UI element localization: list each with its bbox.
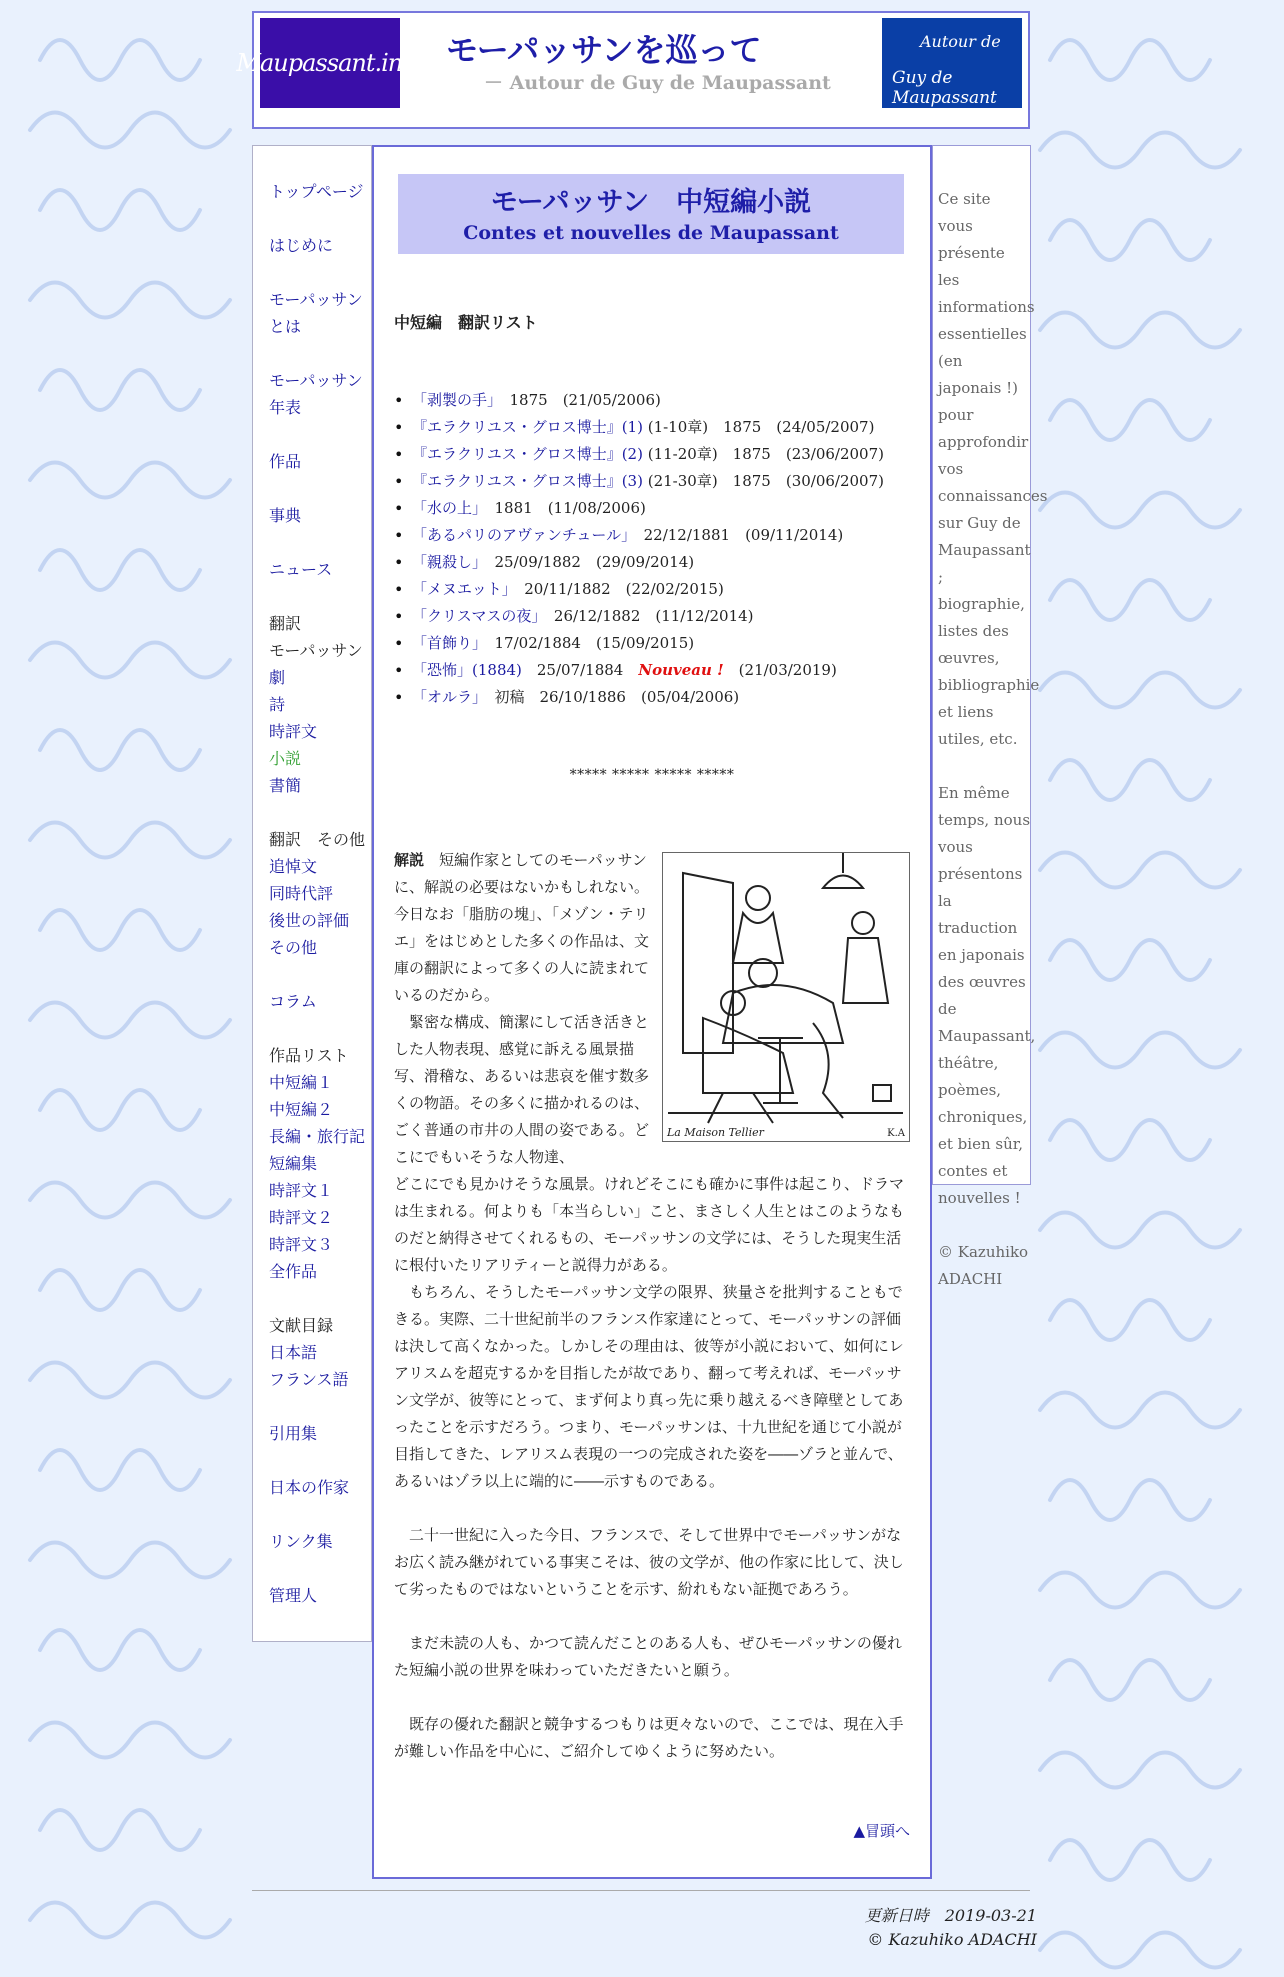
nav-biblio-japanese[interactable]: 日本語 [269,1343,318,1362]
work-link[interactable]: 「剥製の手」 [412,391,495,409]
explanation-paragraph-2b: どこにでも見かけそうな風景。けれどそこにも確かに事件は起こり、ドラマは生まれる。何よりも「本当らしい」こと、まさしく人生とはこのようなものだと納得させてくれるもの、モーパッサンの文学には、そうした現実生活に根付いたリアリティーと説得力がある。 [394,1175,905,1274]
nav-chronicle-2[interactable]: 時評文２ [269,1208,334,1227]
work-info: 26/12/1882 (11/12/2014) [538,607,754,625]
work-info: (11-20章) 1875 (23/06/2007) [642,445,885,463]
site-title: モーパッサンを巡って [446,31,762,69]
nav-news[interactable]: ニュース [269,560,333,579]
nav-bibliography-heading: 文献目録 [269,1316,334,1335]
nav-admin[interactable]: 管理人 [269,1586,318,1605]
explanation-paragraph-3: もちろん、そうしたモーパッサン文学の限界、狭量さを批判することもできる。実際、二十世紀前半のフランス作家達にとって、モーパッサンの評価は決して高くなかった。しかしその理由は、彼等が小説において、如何にレアリスムを超克するかを目指したが故であり、翻って考えれば、モーパッサン文学が、彼等にとって、まず何より真っ先に乗り越えるべき障壁としてあったことを示すだろう。つまり、モーパッサンは、十九世紀を通じて小説が目指してきた、レアリスム表現の一つの完成された姿を――ゾラと並んで、あるいはゾラ以上に端的に――示すものである。 [394,1283,904,1490]
back-to-top-link[interactable]: ▲冒頭へ [853,1822,910,1840]
nav-dictionary[interactable]: 事典 [269,506,302,525]
french-intro-copyright: © Kazuhiko ADACHI [938,1243,1029,1288]
list-item [394,603,884,630]
explanation-paragraph-4: 二十一世紀に入った今日、フランスで、そして世界中でモーパッサンがなお広く読み継がれている事実こそは、彼の文学が、他の作家に比して、決して劣ったものではないということを示す、紛れもない証拠であろう。 [394,1526,904,1598]
nav-nouvelles-2[interactable]: 中短編２ [269,1100,334,1119]
nav-novels-current: 小説 [269,749,302,768]
nav-translation-heading: 翻訳 [269,614,302,633]
work-link[interactable]: 『エラクリユス・グロス博士』(1) [412,418,643,436]
work-link[interactable]: 『エラクリユス・グロス博士』(2) [412,445,643,463]
work-link[interactable]: 「恐怖」(1884) [412,661,522,679]
signature-logo-line2: Guy de Maupassant [892,68,997,108]
work-info: (1-10章) 1875 (24/05/2007) [642,418,875,436]
site-header [236,11,1030,129]
list-item [394,684,884,711]
list-item [394,630,884,657]
work-info: 初稿 26/10/1886 (05/04/2006) [479,688,740,706]
nav-nouvelles-1[interactable]: 中短編１ [269,1073,334,1092]
work-info: 25/09/1882 (29/09/2014) [479,553,695,571]
footer-divider [252,1890,1030,1891]
illustration-maison-tellier [662,852,910,1142]
work-link[interactable]: 「首飾り」 [412,634,480,652]
separator-stars: ***** ***** ***** ***** [569,767,735,783]
main-content [372,145,932,1879]
nav-about-line1[interactable]: モーパッサン [269,290,363,309]
translation-list [394,387,884,711]
explanation-paragraph-1 [394,847,652,1009]
explanation-paragraph-2a: 緊密な構成、簡潔にして活き活きとした人物表現、感覚に訴える風景描写、滑稽な、あるいは悲哀を催す数多くの物語。その多くに描かれるのは、ごく普通の市井の人間の姿である。どこにでもいそうな人物達、 [394,1013,650,1166]
nav-eulogies[interactable]: 追悼文 [269,857,318,876]
nav-chronicle-3[interactable]: 時評文３ [269,1235,334,1254]
work-info: 17/02/1884 (15/09/2015) [479,634,695,652]
work-info: (21-30章) 1875 (30/06/2007) [642,472,885,490]
nav-quotes[interactable]: 引用集 [269,1424,318,1443]
nav-novels-travel[interactable]: 長編・旅行記 [269,1127,366,1146]
signature-logo-line1: Autour de [920,32,1001,51]
nav-worklist-heading: 作品リスト [269,1046,349,1065]
list-item [394,657,884,684]
list-item [394,468,884,495]
list-item [394,414,884,441]
work-info: 22/12/1881 (09/11/2014) [628,526,844,544]
nav-chronology-line1[interactable]: モーパッサン [269,371,363,390]
nav-collections[interactable]: 短編集 [269,1154,318,1173]
work-link[interactable]: 『エラクリユス・グロス博士』(3) [412,472,643,490]
list-item [394,495,884,522]
footer-copyright: © Kazuhiko ADACHI [867,1930,1037,1949]
work-link[interactable]: 「あるパリのアヴァンチュール」 [412,526,629,544]
work-info: 1875 (21/05/2006) [494,391,661,409]
work-date: (21/03/2019) [723,661,837,679]
page-subtitle: Contes et nouvelles de Maupassant [463,222,839,244]
nav-other-translation-heading: 翻訳 その他 [269,830,366,849]
list-item [394,441,884,468]
list-item [394,576,884,603]
nav-poems[interactable]: 詩 [269,695,286,714]
nav-biblio-french[interactable]: フランス語 [269,1370,349,1389]
nav-works[interactable]: 作品 [269,452,302,471]
explanation-label: 解説 [394,851,425,869]
work-link[interactable]: 「オルラ」 [412,688,480,706]
nav-top-page[interactable]: トップページ [269,182,364,201]
nav-later-reviews[interactable]: 後世の評価 [269,911,350,930]
work-link[interactable]: 「クリスマスの夜」 [412,607,539,625]
work-info: 20/11/1882 (22/02/2015) [509,580,724,598]
site-subtitle: － Autour de Guy de Maupassant [484,72,831,94]
last-updated: 更新日時 2019-03-21 [864,1906,1037,1925]
list-heading: 中短編 翻訳リスト [394,313,538,332]
sidebar-nav [252,145,372,1642]
french-intro-paragraph-1: Ce site vous présente les informations essentielles (en japonais !) pour approfondir vos connaissances sur Guy de Maupassant ; biographie, listes des œuvres, bibliographie et liens utiles, etc. [938,190,1048,748]
nav-all-works[interactable]: 全作品 [269,1262,318,1281]
illustration-drawing [663,853,909,1141]
illustration-caption: La Maison Tellier [667,1126,764,1139]
nav-chronicles[interactable]: 時評文 [269,722,318,741]
french-intro-panel [932,145,1048,1288]
work-link[interactable]: 「親殺し」 [412,553,480,571]
french-intro-text [938,186,1048,1293]
work-link[interactable]: 「水の上」 [412,499,480,517]
nav-links[interactable]: リンク集 [269,1532,333,1551]
work-link[interactable]: 「メヌエット」 [412,580,510,598]
nav-theatre[interactable]: 劇 [269,668,286,687]
list-item [394,522,884,549]
nav-others[interactable]: その他 [269,938,318,957]
nav-japanese-writers[interactable]: 日本の作家 [269,1478,350,1497]
list-item [394,387,884,414]
list-item [394,549,884,576]
new-badge: Nouveau ! [638,661,724,679]
explanation-paragraph-6: 既存の優れた翻訳と競争するつもりは更々ないので、ここでは、現在入手が難しい作品を中心に、ご紹介してゆくように努めたい。 [394,1715,904,1760]
nav-contemporary-reviews[interactable]: 同時代評 [269,884,334,903]
nav-letters[interactable]: 書簡 [269,776,302,795]
explanation-text-1: 短編作家としてのモーパッサンに、解説の必要はないかもしれない。今日なお「脂肪の塊」、「メゾン・テリエ」をはじめとした多くの作品は、文庫の翻訳によって多くの人に読まれているのだから。 [394,851,650,1004]
nav-translation-heading-2: モーパッサン [269,641,363,660]
nav-about-line2[interactable]: とは [269,317,302,336]
work-info: 1881 (11/08/2006) [479,499,646,517]
nav-column[interactable]: コラム [269,992,317,1011]
illustration-mark: K.A [887,1128,905,1139]
title-box [398,174,904,254]
nav-chronology-line2[interactable]: 年表 [269,398,302,417]
page-title: モーパッサン 中短編小説 [490,187,812,218]
nav-intro[interactable]: はじめに [269,236,334,255]
work-info: 25/07/1884 [521,661,639,679]
nav-chronicle-1[interactable]: 時評文１ [269,1181,334,1200]
site-logo[interactable]: Maupassant.info [260,18,400,108]
french-intro-paragraph-2: En même temps, nous vous présentons la traduction en japonais des œuvres de Maupassant, théâtre, poèmes, chroniques, et bien sûr, contes et nouvelles ! [938,784,1036,1207]
explanation-paragraph-5: まだ未読の人も、かつて読んだことのある人も、ぜひモーパッサンの優れた短編小説の世界を味わっていただきたいと願う。 [394,1634,902,1679]
signature-logo [882,18,1022,108]
